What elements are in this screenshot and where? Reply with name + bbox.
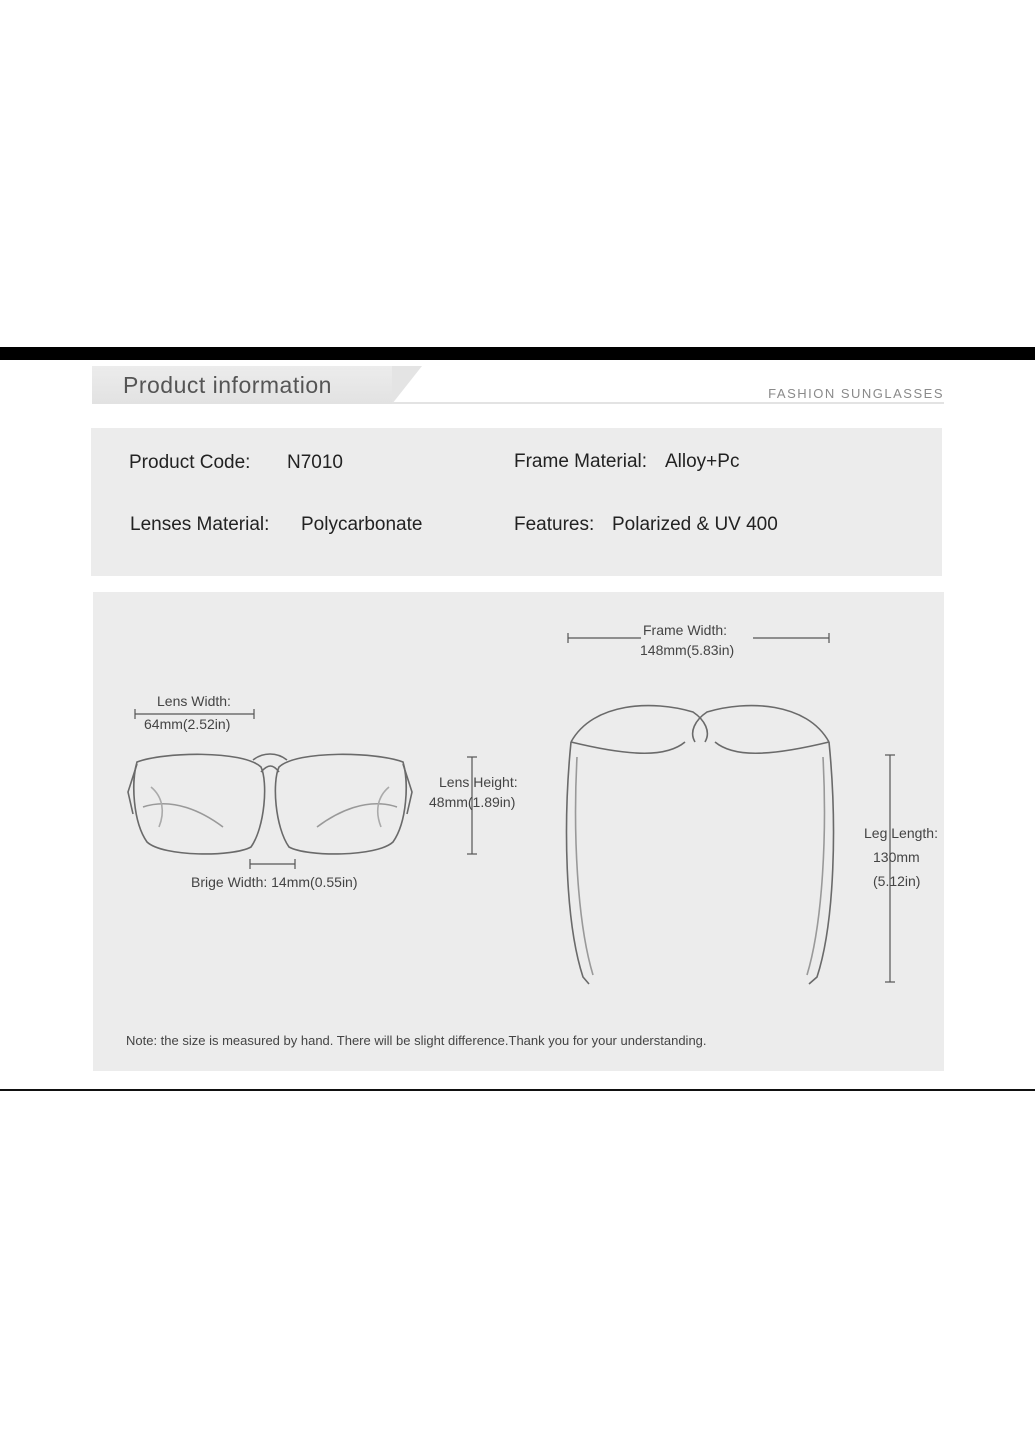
lens-width-label: Lens Width: — [157, 693, 231, 709]
product-code-label: Product Code: — [129, 452, 251, 473]
page-subtitle: FASHION SUNGLASSES — [768, 386, 944, 401]
features-label: Features: — [514, 514, 595, 535]
leg-length-in: (5.12in) — [873, 873, 921, 889]
section-header — [92, 366, 944, 408]
header-divider — [392, 402, 944, 404]
leg-length-arrow — [885, 755, 895, 982]
measurement-note: Note: the size is measured by hand. There will be slight difference.Thank you for your understanding. — [126, 1033, 707, 1048]
features-value: Polarized & UV 400 — [612, 514, 778, 535]
bridge-width-arrow — [250, 859, 295, 869]
spec-panel — [91, 428, 942, 576]
lenses-material-value: Polycarbonate — [301, 514, 423, 535]
front-view-glasses — [128, 754, 412, 854]
top-black-bar — [0, 347, 1035, 360]
header-tab-slant — [392, 366, 422, 404]
lens-width-value: 64mm(2.52in) — [144, 716, 231, 732]
bottom-divider — [0, 1089, 1035, 1091]
dimension-drawing — [93, 592, 944, 1071]
lens-height-label: Lens Height: — [439, 774, 518, 790]
leg-length-mm: 130mm — [873, 849, 920, 865]
lenses-material-label: Lenses Material: — [130, 514, 270, 535]
leg-length-label: Leg Length: — [864, 825, 938, 841]
frame-material-label: Frame Material: — [514, 451, 648, 472]
bridge-width-text: Brige Width: 14mm(0.55in) — [191, 874, 358, 890]
frame-width-value: 148mm(5.83in) — [640, 642, 735, 658]
frame-material-value: Alloy+Pc — [665, 451, 740, 472]
frame-width-label: Frame Width: — [643, 622, 728, 638]
product-code-value: N7010 — [287, 452, 343, 473]
lens-height-value: 48mm(1.89in) — [429, 794, 516, 810]
page-title: Product information — [123, 372, 332, 398]
top-view-glasses — [567, 706, 834, 984]
dimensions-panel — [93, 592, 944, 1071]
